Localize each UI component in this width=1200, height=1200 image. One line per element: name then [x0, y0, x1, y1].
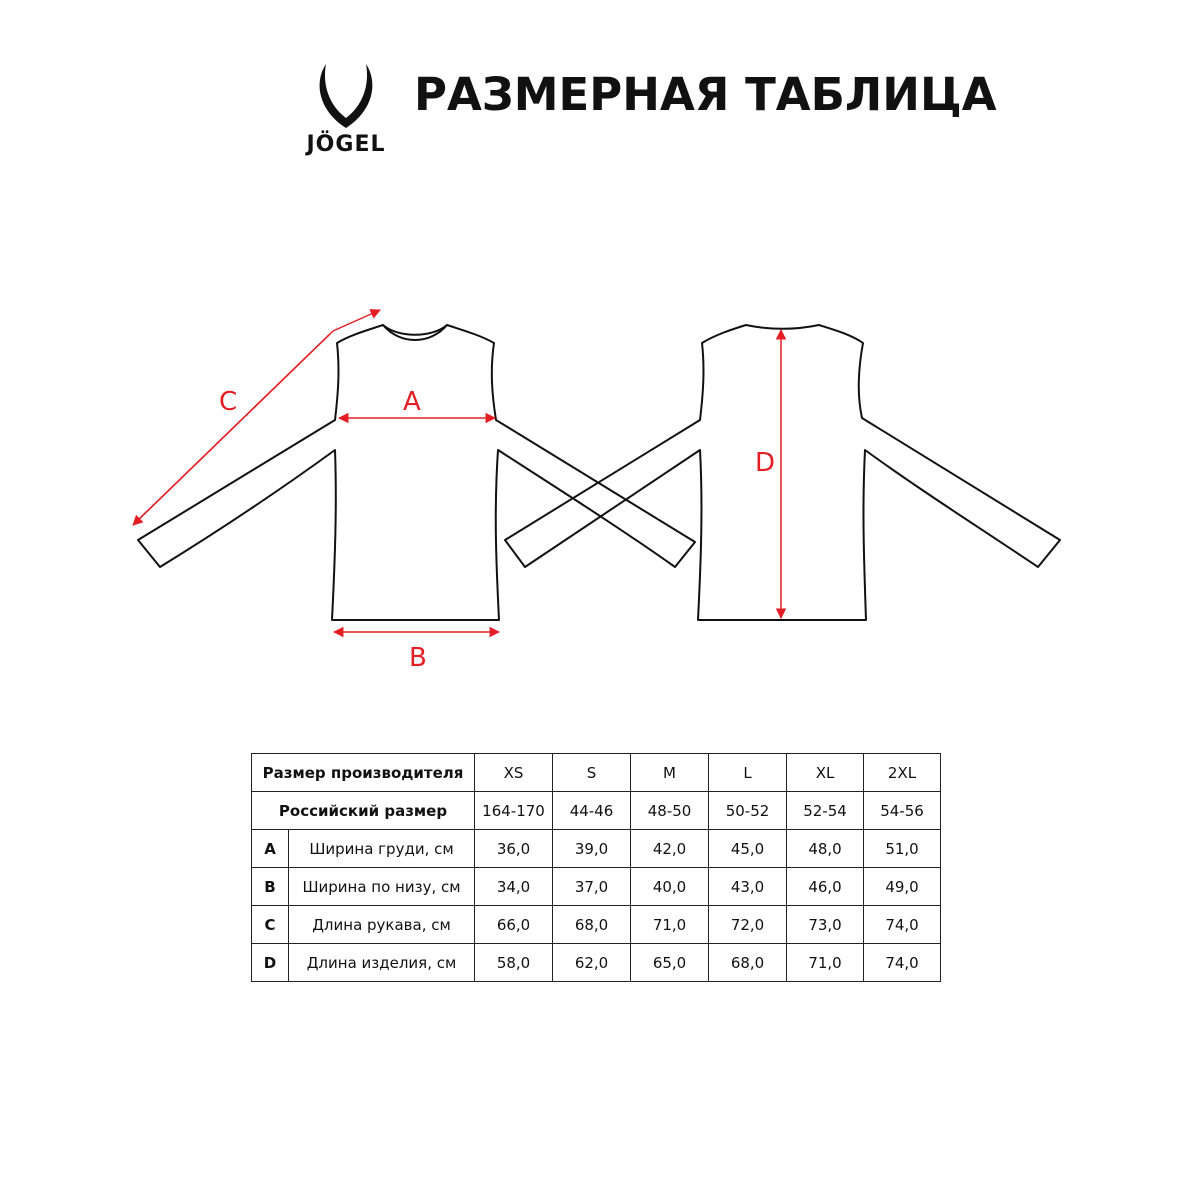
measurement-value: 51,0 [864, 830, 941, 868]
measurement-value: 36,0 [475, 830, 553, 868]
russian-size-cell: 44-46 [553, 792, 631, 830]
size-cell: M [631, 754, 709, 792]
measurement-name: Ширина по низу, см [289, 868, 475, 906]
measurement-value: 49,0 [864, 868, 941, 906]
table-row-manufacturer-size [252, 754, 941, 792]
dimension-c-label: C [219, 387, 238, 417]
measurement-value: 39,0 [553, 830, 631, 868]
measurement-value: 66,0 [475, 906, 553, 944]
page-title: РАЗМЕРНАЯ ТАБЛИЦА [414, 68, 997, 121]
table-row-measurement [252, 944, 941, 982]
size-cell: L [709, 754, 787, 792]
measurement-name: Длина изделия, см [289, 944, 475, 982]
table-row-measurement [252, 906, 941, 944]
measurement-name: Ширина груди, см [289, 830, 475, 868]
table-row-measurement [252, 868, 941, 906]
measurement-value: 74,0 [864, 906, 941, 944]
measurement-value: 68,0 [553, 906, 631, 944]
measurement-value: 74,0 [864, 944, 941, 982]
russian-size-cell: 54-56 [864, 792, 941, 830]
table-row-measurement [252, 830, 941, 868]
measurement-value: 68,0 [709, 944, 787, 982]
measurement-value: 40,0 [631, 868, 709, 906]
measurement-value: 71,0 [787, 944, 864, 982]
front-shirt-outline [138, 325, 695, 620]
size-cell: XS [475, 754, 553, 792]
russian-size-cell: 52-54 [787, 792, 864, 830]
measurement-letter: D [252, 944, 289, 982]
measurement-value: 34,0 [475, 868, 553, 906]
russian-size-cell: 48-50 [631, 792, 709, 830]
size-cell: 2XL [864, 754, 941, 792]
size-table [251, 753, 941, 982]
measurement-letter: C [252, 906, 289, 944]
measurement-value: 37,0 [553, 868, 631, 906]
measurement-value: 71,0 [631, 906, 709, 944]
measurement-value: 73,0 [787, 906, 864, 944]
measurement-name: Длина рукава, см [289, 906, 475, 944]
measurement-letter: B [252, 868, 289, 906]
measurement-value: 62,0 [553, 944, 631, 982]
dimension-d-label: D [755, 448, 776, 478]
russian-size-label: Российский размер [252, 792, 475, 830]
measurement-value: 72,0 [709, 906, 787, 944]
size-cell: S [553, 754, 631, 792]
size-cell: XL [787, 754, 864, 792]
measurement-value: 42,0 [631, 830, 709, 868]
measurement-value: 46,0 [787, 868, 864, 906]
brand-name: JÖGEL [306, 132, 386, 157]
dimension-b-label: B [409, 643, 427, 673]
measurement-letter: A [252, 830, 289, 868]
measurement-value: 58,0 [475, 944, 553, 982]
dimension-a-label: A [403, 387, 421, 417]
measurement-value: 65,0 [631, 944, 709, 982]
measurement-value: 48,0 [787, 830, 864, 868]
table-row-russian-size [252, 792, 941, 830]
measurement-value: 43,0 [709, 868, 787, 906]
measurement-value: 45,0 [709, 830, 787, 868]
manufacturer-size-label: Размер производителя [252, 754, 475, 792]
russian-size-cell: 164-170 [475, 792, 553, 830]
russian-size-cell: 50-52 [709, 792, 787, 830]
back-shirt-outline [505, 325, 1060, 620]
